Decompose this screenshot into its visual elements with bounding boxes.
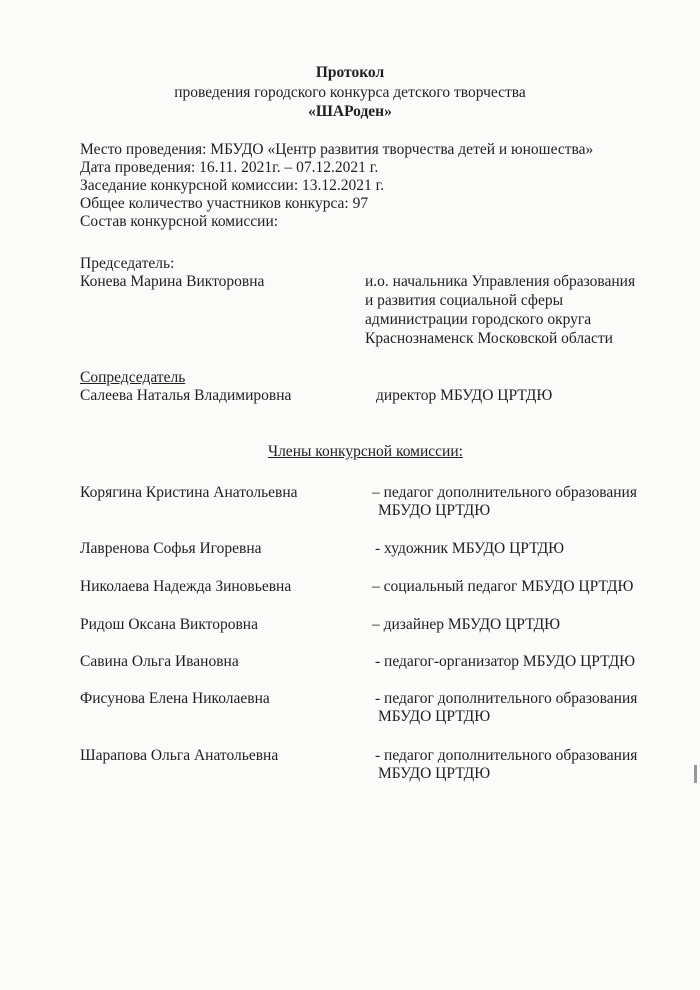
member-role: МБУДО ЦРТДЮ — [378, 708, 491, 725]
info-dates: Дата проведения: 16.11. 2021г. – 07.12.2021 г. — [80, 159, 379, 176]
member-role: МБУДО ЦРТДЮ — [378, 502, 491, 519]
member-name: Шарапова Ольга Анатольевна — [80, 747, 279, 764]
member-role: – дизайнер МБУДО ЦРТДЮ — [372, 616, 561, 633]
member-role: – педагог дополнительного образования — [372, 484, 637, 501]
members-heading: Члены конкурсной комиссии: — [268, 443, 463, 460]
member-name: Корягина Кристина Анатольевна — [80, 484, 298, 501]
member-name: Лавренова Софья Игоревна — [80, 540, 262, 557]
member-role: - педагог-организатор МБУДО ЦРТДЮ — [375, 653, 636, 670]
cochair-role: директор МБУДО ЦРТДЮ — [376, 387, 553, 404]
member-role: МБУДО ЦРТДЮ — [378, 765, 491, 782]
chair-role-line: и развития социальной сферы — [365, 292, 564, 309]
chair-role-line: администрации городского округа — [365, 311, 592, 328]
member-role: - педагог дополнительного образования — [375, 690, 638, 707]
member-name: Ридош Оксана Викторовна — [80, 616, 258, 633]
chair-role-line: Краснознаменск Московской области — [365, 330, 613, 347]
member-role: - педагог дополнительного образования — [375, 747, 638, 764]
chair-label: Председатель: — [80, 255, 175, 272]
member-name: Николаева Надежда Зиновьевна — [80, 578, 292, 595]
member-role: - художник МБУДО ЦРТДЮ — [375, 540, 565, 557]
document-title: Протокол — [315, 64, 385, 81]
chair-name: Конева Марина Викторовна — [80, 273, 265, 290]
contest-name: «ШАРоден» — [308, 103, 392, 120]
cochair-label: Сопредседатель — [80, 369, 186, 386]
member-name: Фисунова Елена Николаевна — [80, 690, 270, 707]
member-role: – социальный педагог МБУДО ЦРТДЮ — [372, 578, 634, 595]
document-subtitle: проведения городского конкурса детского творчества — [174, 84, 526, 101]
chair-role-line: и.о. начальника Управления образования — [365, 273, 636, 290]
member-name: Савина Ольга Ивановна — [80, 653, 239, 670]
info-commission-heading: Состав конкурсной комиссии: — [80, 213, 279, 230]
cochair-name: Салеева Наталья Владимировна — [80, 387, 292, 404]
info-meeting-date: Заседание конкурсной комиссии: 13.12.2021 г. — [80, 177, 385, 194]
info-venue: Место проведения: МБУДО «Центр развития творчества детей и юношества» — [80, 141, 594, 158]
scan-edge-mark — [694, 765, 697, 783]
info-participant-count: Общее количество участников конкурса: 97 — [80, 195, 369, 212]
